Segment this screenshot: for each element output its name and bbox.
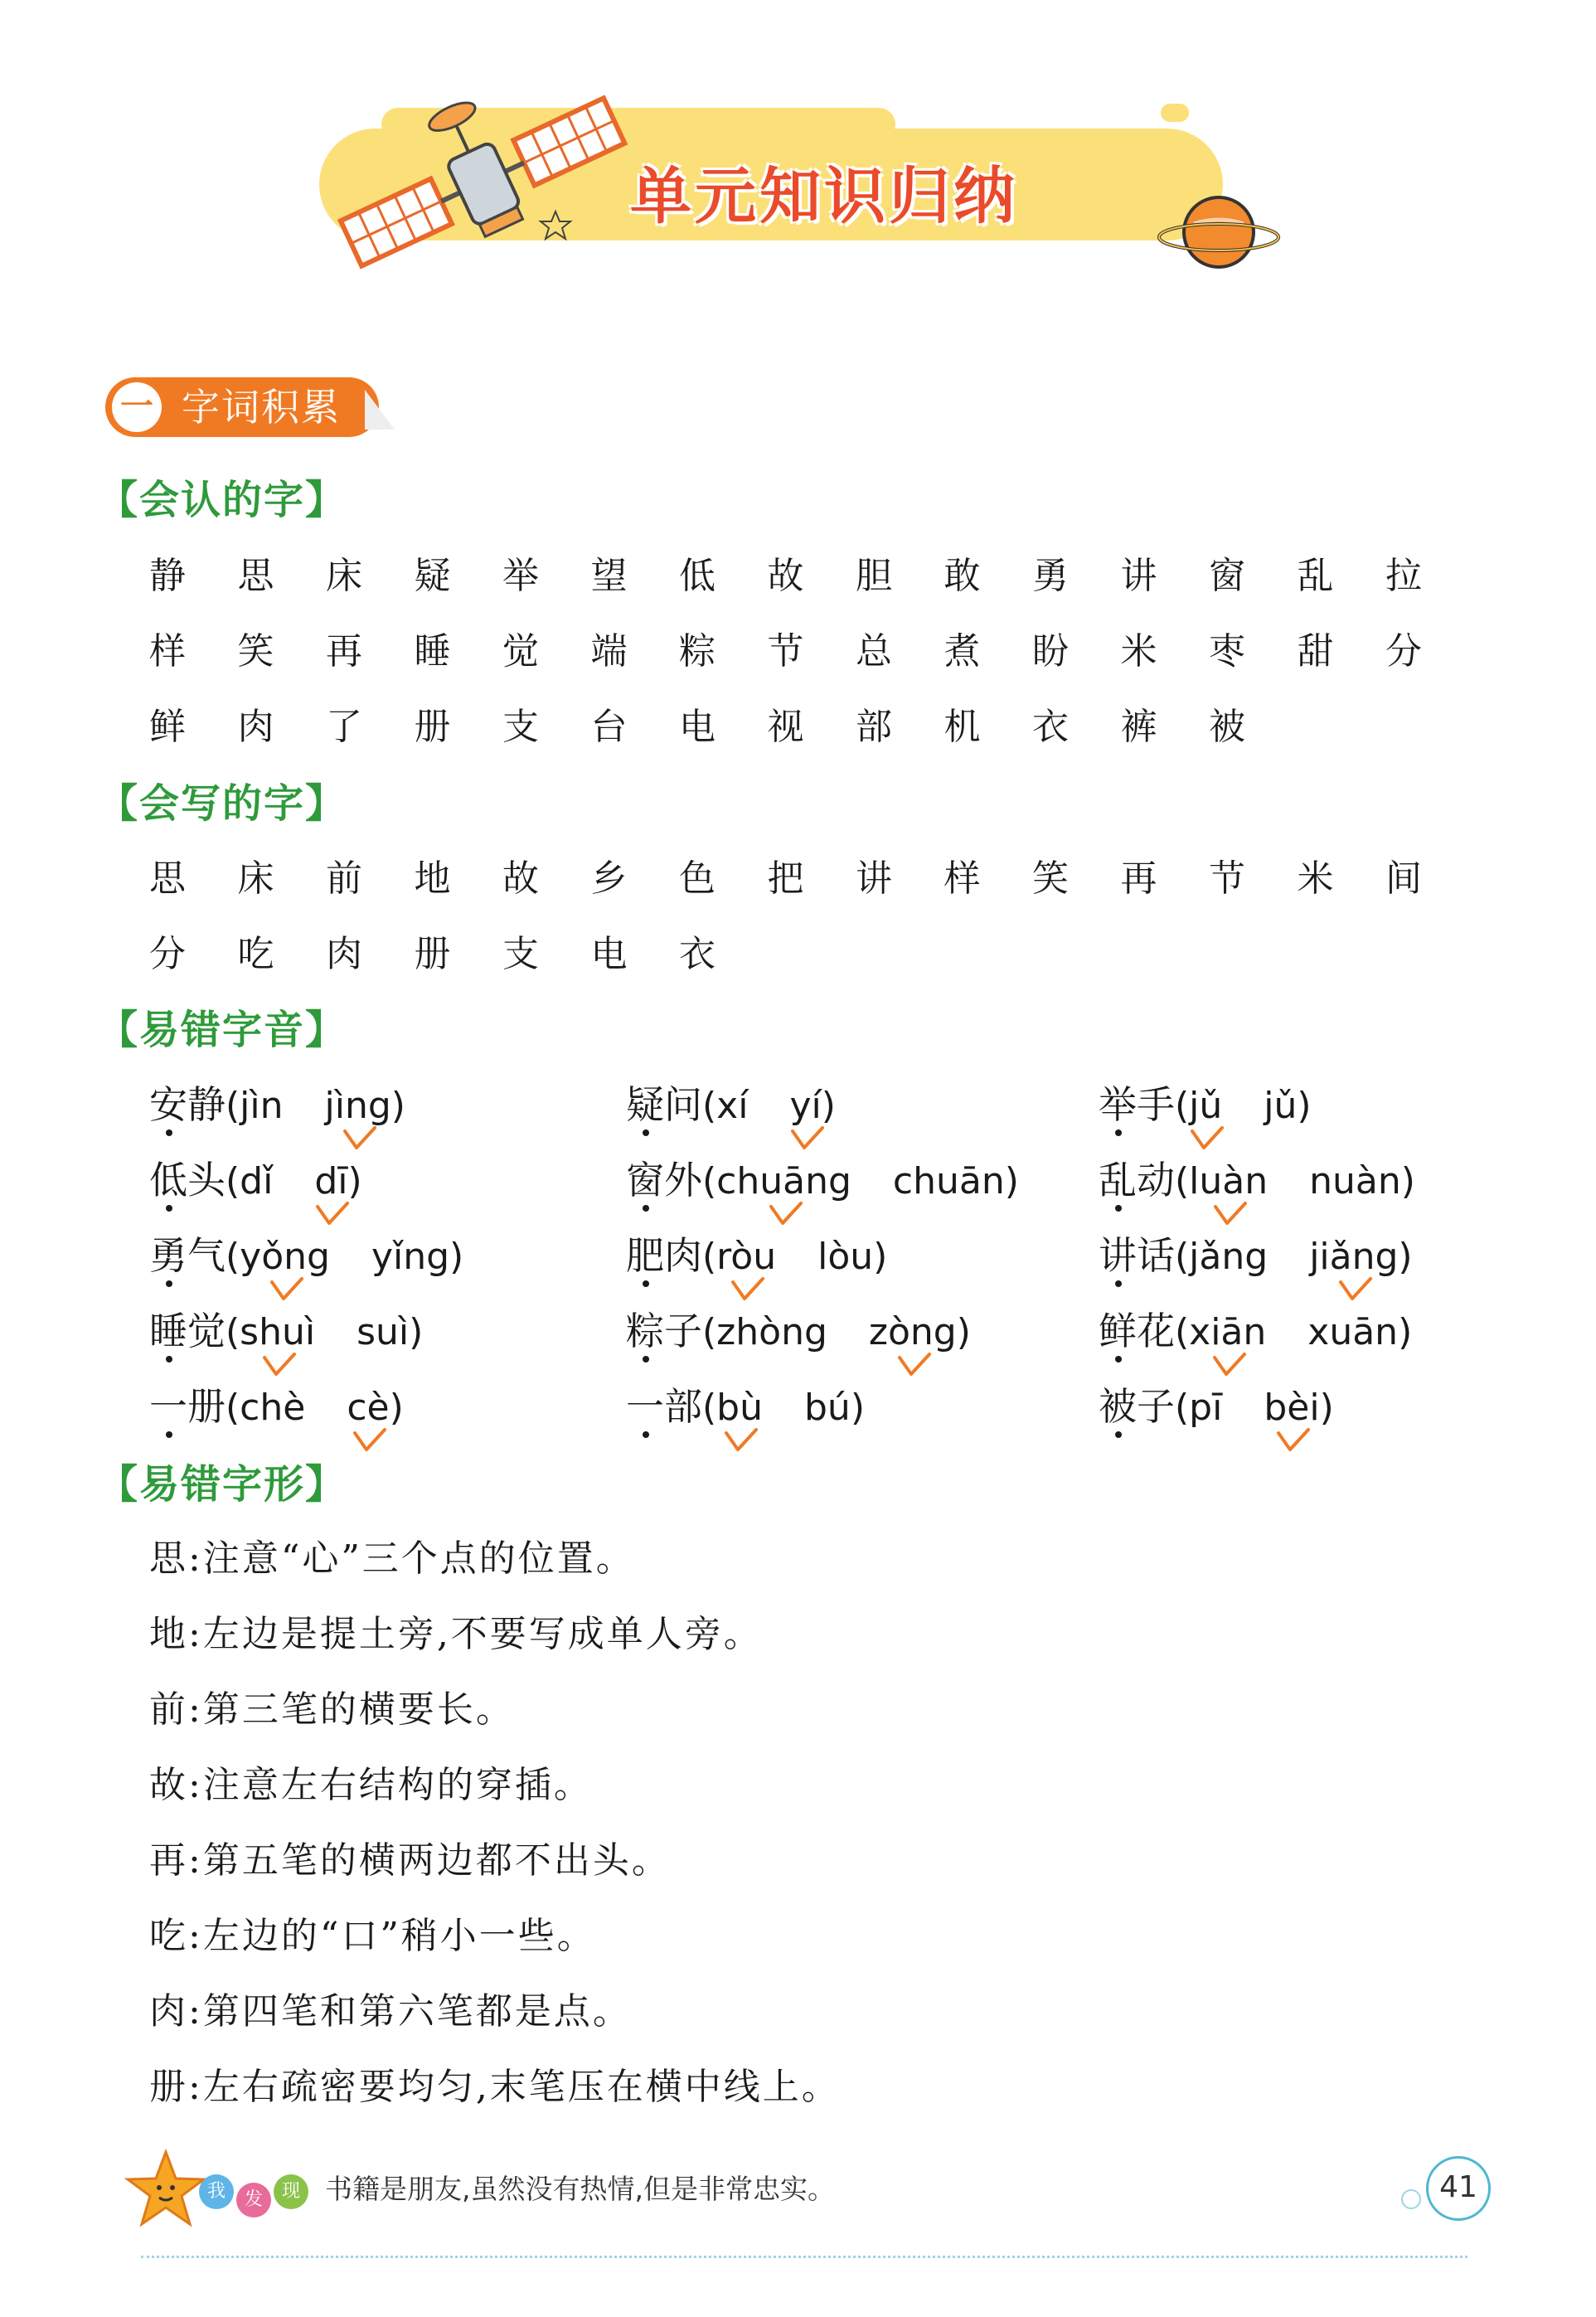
pinyin-option-a: zhòng: [716, 1311, 827, 1353]
paren-close: ): [1319, 1387, 1334, 1429]
char: 鲜: [149, 706, 186, 748]
glyph-note: 故:注意左右结构的穿插。: [149, 1764, 593, 1806]
char: 米: [1120, 630, 1157, 673]
pronunciation-word: 疑问: [626, 1082, 702, 1127]
char: 故: [502, 857, 539, 900]
pinyin-option-a: xí: [716, 1085, 749, 1127]
emphasis-dot: [166, 1280, 172, 1287]
char: 肉: [326, 933, 362, 975]
emphasis-dot: [166, 1356, 172, 1363]
char: 枣: [1209, 630, 1245, 673]
pronunciation-item: [1099, 1298, 1412, 1364]
paren-close: ): [389, 1387, 404, 1429]
pinyin-option-a: jǎng: [1189, 1236, 1269, 1278]
glyph-note: 前:第三笔的横要长。: [149, 1688, 515, 1731]
pronunciation-word: 安静: [149, 1082, 226, 1127]
paren-open: (: [1175, 1085, 1190, 1127]
char: 电: [590, 933, 628, 975]
paren-close: ): [391, 1085, 405, 1127]
glyph-heading: 【易错字形】: [98, 1461, 347, 1508]
pinyin-option-a: jǔ: [1189, 1085, 1222, 1127]
banner-dot: [1161, 104, 1189, 122]
pinyin-option-b: chuān: [892, 1160, 1005, 1202]
char: 勇: [1032, 555, 1069, 597]
section-label: 字词积累: [182, 385, 341, 430]
char: 乡: [590, 857, 628, 900]
paren-open: (: [1175, 1387, 1190, 1429]
paren-open: (: [702, 1387, 717, 1429]
char: 裤: [1120, 706, 1157, 748]
pinyin-option-a: yǒng: [240, 1236, 330, 1278]
footer-circle-deco: [1401, 2189, 1421, 2209]
pronunciation-item: [149, 1373, 404, 1440]
paren-open: (: [226, 1311, 240, 1353]
char: 册: [414, 933, 451, 975]
char: 节: [1209, 857, 1245, 900]
star-icon: [124, 2148, 207, 2231]
paren-open: (: [1175, 1311, 1190, 1353]
char: 窗: [1209, 555, 1245, 597]
paren-open: (: [1175, 1160, 1190, 1202]
pronunciation-item: [149, 1298, 423, 1364]
pinyin-option-a: bù: [716, 1387, 763, 1429]
char: 样: [944, 857, 981, 900]
char: 胆: [856, 555, 892, 597]
char: 甜: [1297, 630, 1334, 673]
emphasis-dot: [166, 1129, 172, 1136]
glyph-note: 册:左右疏密要均匀,末笔压在横中线上。: [149, 2066, 841, 2108]
pinyin-option-a: chè: [240, 1387, 306, 1429]
paren-open: (: [226, 1160, 240, 1202]
glyph-note: 思:注意“心”三个点的位置。: [149, 1537, 635, 1580]
glyph-note: 地:左边是提土旁,不要写成单人旁。: [149, 1613, 763, 1655]
char: 册: [414, 706, 451, 748]
char: 敢: [944, 555, 981, 597]
pinyin-option-b: cè: [347, 1387, 389, 1429]
pinyin-option-b: zòng: [869, 1311, 957, 1353]
section-header: [105, 377, 379, 437]
char: 视: [767, 706, 804, 748]
pronunciation-item: [1099, 1147, 1415, 1213]
recognize-row-1: [149, 543, 1474, 610]
char: 讲: [1120, 555, 1157, 597]
emphasis-dot: [643, 1431, 649, 1438]
char: 台: [590, 706, 628, 748]
check-icon: [1275, 1428, 1312, 1453]
emphasis-dot: [1115, 1431, 1122, 1438]
pronunciation-word: 一部: [626, 1384, 702, 1429]
char: 地: [414, 857, 451, 900]
footer-divider: [141, 2256, 1467, 2263]
char: 前: [326, 857, 362, 900]
char: 机: [944, 706, 981, 748]
char: 衣: [1032, 706, 1069, 748]
write-row-2: [149, 921, 768, 988]
pronunciation-word: 勇气: [149, 1233, 226, 1278]
pinyin-option-b: xuān: [1307, 1311, 1399, 1353]
char: 分: [1385, 630, 1422, 673]
paren-open: (: [702, 1085, 717, 1127]
char: 支: [502, 933, 539, 975]
emphasis-dot: [166, 1431, 172, 1438]
paren-open: (: [1175, 1236, 1190, 1278]
check-icon: [352, 1428, 388, 1453]
char: 疑: [414, 555, 451, 597]
pronunciation-item: [626, 1071, 836, 1138]
char: 支: [502, 706, 539, 748]
char: 静: [149, 555, 186, 597]
char: 望: [590, 555, 628, 597]
paren-close: ): [1004, 1160, 1019, 1202]
emphasis-dot: [1115, 1129, 1122, 1136]
pronunciation-item: [149, 1147, 362, 1213]
pronunciation-word: 窗外: [626, 1158, 702, 1202]
char: 电: [679, 706, 716, 748]
char: 床: [237, 857, 274, 900]
paren-close: ): [956, 1311, 971, 1353]
paren-close: ): [1398, 1311, 1413, 1353]
char: 分: [149, 933, 186, 975]
pronunciation-word: 肥肉: [626, 1233, 702, 1278]
write-heading: 【会写的字】: [98, 780, 347, 827]
char: 色: [679, 857, 716, 900]
char: 衣: [679, 933, 716, 975]
paren-open: (: [702, 1236, 717, 1278]
char: 乱: [1297, 555, 1334, 597]
paren-close: ): [1297, 1085, 1312, 1127]
pronunciation-word: 一册: [149, 1384, 226, 1429]
char: 笑: [1032, 857, 1069, 900]
char: 样: [149, 630, 186, 673]
pronunciation-item: [626, 1298, 971, 1364]
footer-badge-char: 现: [274, 2174, 308, 2209]
emphasis-dot: [1115, 1280, 1122, 1287]
pinyin-option-a: chuāng: [716, 1160, 851, 1202]
pronunciation-item: [626, 1373, 865, 1440]
paren-open: (: [226, 1236, 240, 1278]
footer-badge-char: 发: [236, 2183, 271, 2217]
paren-open: (: [226, 1387, 240, 1429]
char: 笑: [237, 630, 274, 673]
pinyin-option-a: pī: [1189, 1387, 1223, 1429]
write-row-1: [149, 846, 1474, 912]
glyph-note: 再:第五笔的横两边都不出头。: [149, 1839, 671, 1882]
emphasis-dot: [643, 1205, 649, 1212]
pinyin-option-b: suì: [357, 1311, 410, 1353]
paren-open: (: [702, 1160, 717, 1202]
paren-close: ): [873, 1236, 888, 1278]
pinyin-option-a: xiān: [1189, 1311, 1266, 1353]
paren-close: ): [1398, 1236, 1413, 1278]
recognize-heading: 【会认的字】: [98, 477, 347, 523]
pronunciation-word: 讲话: [1099, 1233, 1175, 1278]
pronunciation-item: [149, 1071, 405, 1138]
pronunciation-word: 睡觉: [149, 1309, 226, 1353]
pinyin-option-a: shuì: [240, 1311, 315, 1353]
recognize-row-2: [149, 619, 1474, 685]
emphasis-dot: [166, 1205, 172, 1212]
planet-icon: [1157, 182, 1281, 282]
char: 拉: [1385, 555, 1422, 597]
emphasis-dot: [643, 1129, 649, 1136]
char: 米: [1297, 857, 1334, 900]
paren-close: ): [347, 1160, 362, 1202]
char: 觉: [502, 630, 539, 673]
glyph-note: 肉:第四笔和第六笔都是点。: [149, 1990, 632, 2033]
pinyin-option-b: lòu: [817, 1236, 874, 1278]
char: 把: [767, 857, 804, 900]
char: 举: [502, 555, 539, 597]
pinyin-option-b: jiǎng: [1309, 1236, 1398, 1278]
char: 了: [326, 706, 362, 748]
char: 部: [856, 706, 892, 748]
pronunciation-item: [1099, 1222, 1413, 1289]
char: 思: [149, 857, 186, 900]
char: 肉: [237, 706, 274, 748]
char: 盼: [1032, 630, 1069, 673]
pinyin-option-a: ròu: [716, 1236, 776, 1278]
pronunciation-item: [1099, 1071, 1312, 1138]
page-number: 41: [1426, 2156, 1491, 2221]
char: 床: [326, 555, 362, 597]
char: 节: [767, 630, 804, 673]
paren-open: (: [226, 1085, 240, 1127]
emphasis-dot: [1115, 1356, 1122, 1363]
emphasis-dot: [643, 1280, 649, 1287]
char: 端: [590, 630, 628, 673]
pronunciation-item: [626, 1222, 887, 1289]
paren-open: (: [702, 1311, 717, 1353]
emphasis-dot: [1115, 1205, 1122, 1212]
pinyin-option-b: yǐng: [371, 1236, 450, 1278]
pronunciation-word: 被子: [1099, 1384, 1175, 1429]
pronunciation-item: [626, 1147, 1019, 1213]
char: 吃: [237, 933, 274, 975]
pronunciation-word: 鲜花: [1099, 1309, 1175, 1353]
pinyin-option-b: yí: [789, 1085, 821, 1127]
section-shadow: [365, 390, 395, 430]
char: 故: [767, 555, 804, 597]
char: 思: [237, 555, 274, 597]
recognize-row-3: [149, 694, 1298, 760]
pronunciation-item: [149, 1222, 463, 1289]
paren-close: ): [821, 1085, 836, 1127]
char: 总: [856, 630, 892, 673]
char: 再: [1120, 857, 1157, 900]
paren-close: ): [1400, 1160, 1415, 1202]
char: 睡: [414, 630, 451, 673]
pinyin-option-a: jìn: [240, 1085, 284, 1127]
paren-close: ): [850, 1387, 865, 1429]
pronunciation-word: 粽子: [626, 1309, 702, 1353]
char: 再: [326, 630, 362, 673]
char: 间: [1385, 857, 1422, 900]
page-title: 单元知识归纳: [630, 161, 1018, 232]
paren-close: ): [449, 1236, 464, 1278]
check-icon: [723, 1428, 759, 1453]
pronunciation-word: 举手: [1099, 1082, 1175, 1127]
char: 煮: [944, 630, 981, 673]
pinyin-option-a: dǐ: [240, 1160, 274, 1202]
char: 低: [679, 555, 716, 597]
pinyin-option-b: nuàn: [1309, 1160, 1401, 1202]
pinyin-option-b: dī: [314, 1160, 347, 1202]
pinyin-option-b: jǔ: [1264, 1085, 1298, 1127]
pronunciation-heading: 【易错字音】: [98, 1007, 347, 1053]
paren-close: ): [409, 1311, 424, 1353]
char: 粽: [679, 630, 716, 673]
section-number: 一: [112, 382, 162, 432]
char: 被: [1209, 706, 1245, 748]
pronunciation-word: 乱动: [1099, 1158, 1175, 1202]
pinyin-option-b: bú: [804, 1387, 851, 1429]
pinyin-option-b: jìng: [325, 1085, 391, 1127]
pronunciation-item: [1099, 1373, 1334, 1440]
emphasis-dot: [643, 1356, 649, 1363]
pinyin-option-a: luàn: [1189, 1160, 1268, 1202]
footer-quote: 书籍是朋友,虽然没有热情,但是非常忠实。: [325, 2173, 835, 2205]
pinyin-option-b: bèi: [1264, 1387, 1319, 1429]
char: 讲: [856, 857, 892, 900]
check-icon: [896, 1353, 933, 1377]
pronunciation-word: 低头: [149, 1158, 226, 1202]
satellite-icon: [327, 79, 634, 278]
footer-badge-char: 我: [199, 2174, 234, 2209]
glyph-note: 吃:左边的“口”稍小一些。: [149, 1915, 596, 1957]
